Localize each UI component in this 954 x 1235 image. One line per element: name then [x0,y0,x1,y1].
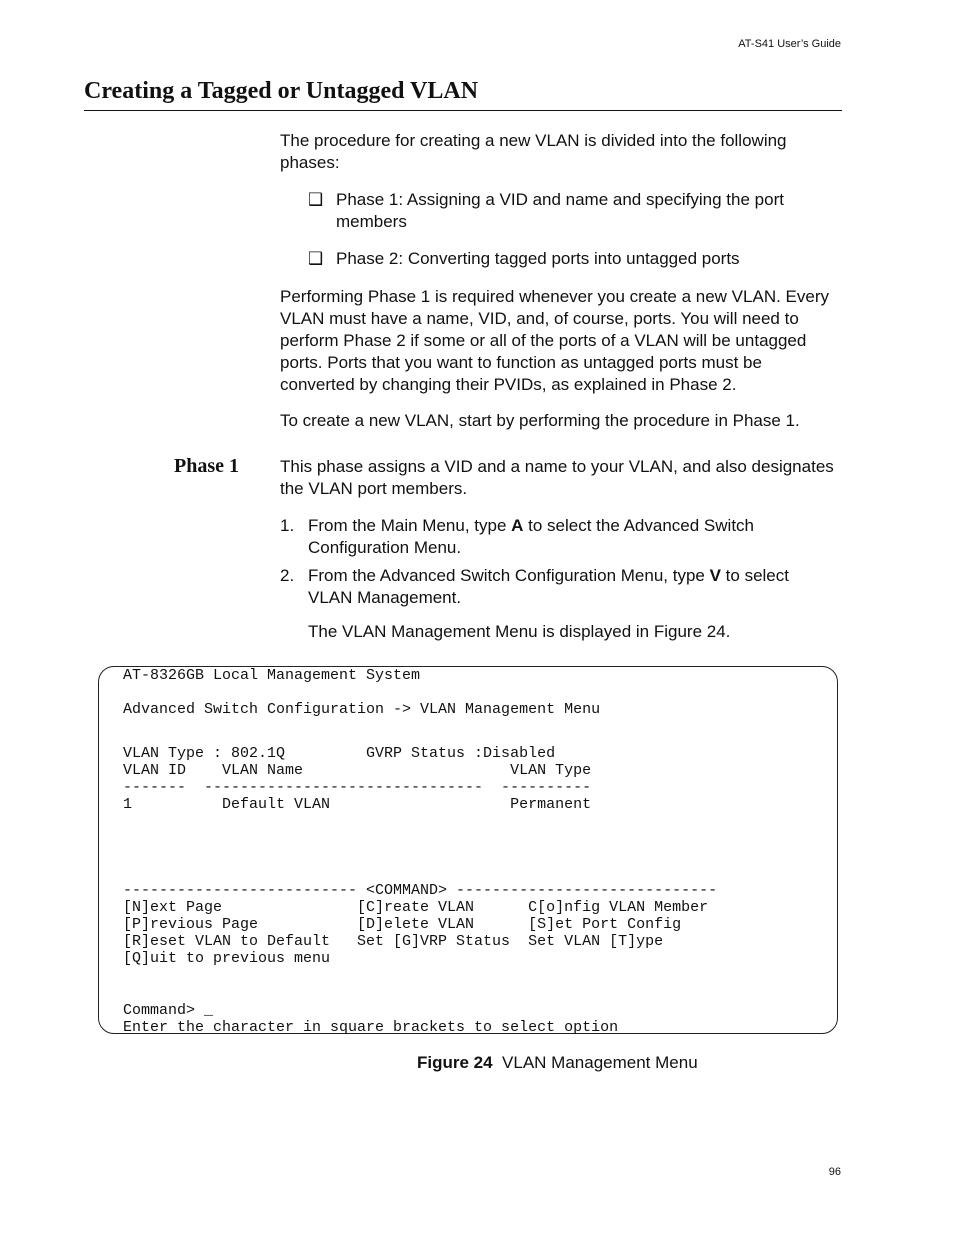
phase1-intro: This phase assigns a VID and a name to your VLAN, and also designates the VLAN port members. [280,457,834,498]
terminal-line: AT-8326GB Local Management System [123,667,421,684]
terminal-line: Command> _ [123,1002,214,1019]
terminal-line: VLAN Type : 802.1Q GVRP Status :Disabled [123,745,556,762]
figure-label: Figure 24 [417,1053,493,1072]
key-letter: V [709,566,721,585]
phase-item-text: Phase 2: Converting tagged ports into untagged ports [336,249,740,268]
terminal-line: ------- ------------------------------- ---------- [123,779,592,796]
terminal-line: VLAN ID VLAN Name VLAN Type [123,762,592,779]
requirements-paragraph: Performing Phase 1 is required whenever you create a new VLAN. Every VLAN must have a name, VID, and, of course, ports. You will need to perform Phase 2 if some or all of the ports of a VLAN will be untagged ports. Ports that you want to function as untagged ports must be converted by changing their PVIDs, as explained in Phase 2. [280,287,829,394]
step-number: 2. [280,566,295,585]
terminal-line: [N]ext Page [C]reate VLAN C[o]nfig VLAN Member [123,899,709,916]
figure-caption-text: VLAN Management Menu [502,1053,698,1072]
step-text: From the Main Menu, type A to select the Advanced Switch Configuration Menu. [308,516,755,557]
section-title: Creating a Tagged or Untagged VLAN [84,78,479,104]
step-number: 1. [280,516,295,535]
terminal-line: 1 Default VLAN Permanent [123,796,592,813]
terminal-screen [98,666,838,1034]
intro-paragraph: The procedure for creating a new VLAN is divided into the following phases: [280,131,787,172]
checkbox-bullet-icon: ❑ [308,190,324,209]
checkbox-bullet-icon: ❑ [308,249,324,268]
terminal-line: [R]eset VLAN to Default Set [G]VRP Status Set VLAN [T]ype [123,933,664,950]
start-paragraph: To create a new VLAN, start by performing the procedure in Phase 1. [280,411,800,430]
terminal-line: -------------------------- <COMMAND> ----------------------------- [123,882,718,899]
running-header: AT-S41 User’s Guide [738,38,841,50]
title-rule [84,110,842,111]
step-text: From the Advanced Switch Configuration Menu, type V to select VLAN Management. [308,566,789,607]
terminal-line: [P]revious Page [D]elete VLAN [S]et Port Config [123,916,682,933]
terminal-line: Advanced Switch Configuration -> VLAN Management Menu [123,701,601,718]
figure-caption [417,1053,698,1073]
step-result: The VLAN Management Menu is displayed in Figure 24. [308,622,731,641]
phase-item-text: Phase 1: Assigning a VID and name and specifying the port members [336,190,784,231]
terminal-line: Enter the character in square brackets to select option [123,1019,619,1036]
key-letter: A [511,516,524,535]
phase1-heading: Phase 1 [174,455,239,477]
terminal-line: [Q]uit to previous menu [123,950,331,967]
page-number: 96 [828,1166,841,1178]
